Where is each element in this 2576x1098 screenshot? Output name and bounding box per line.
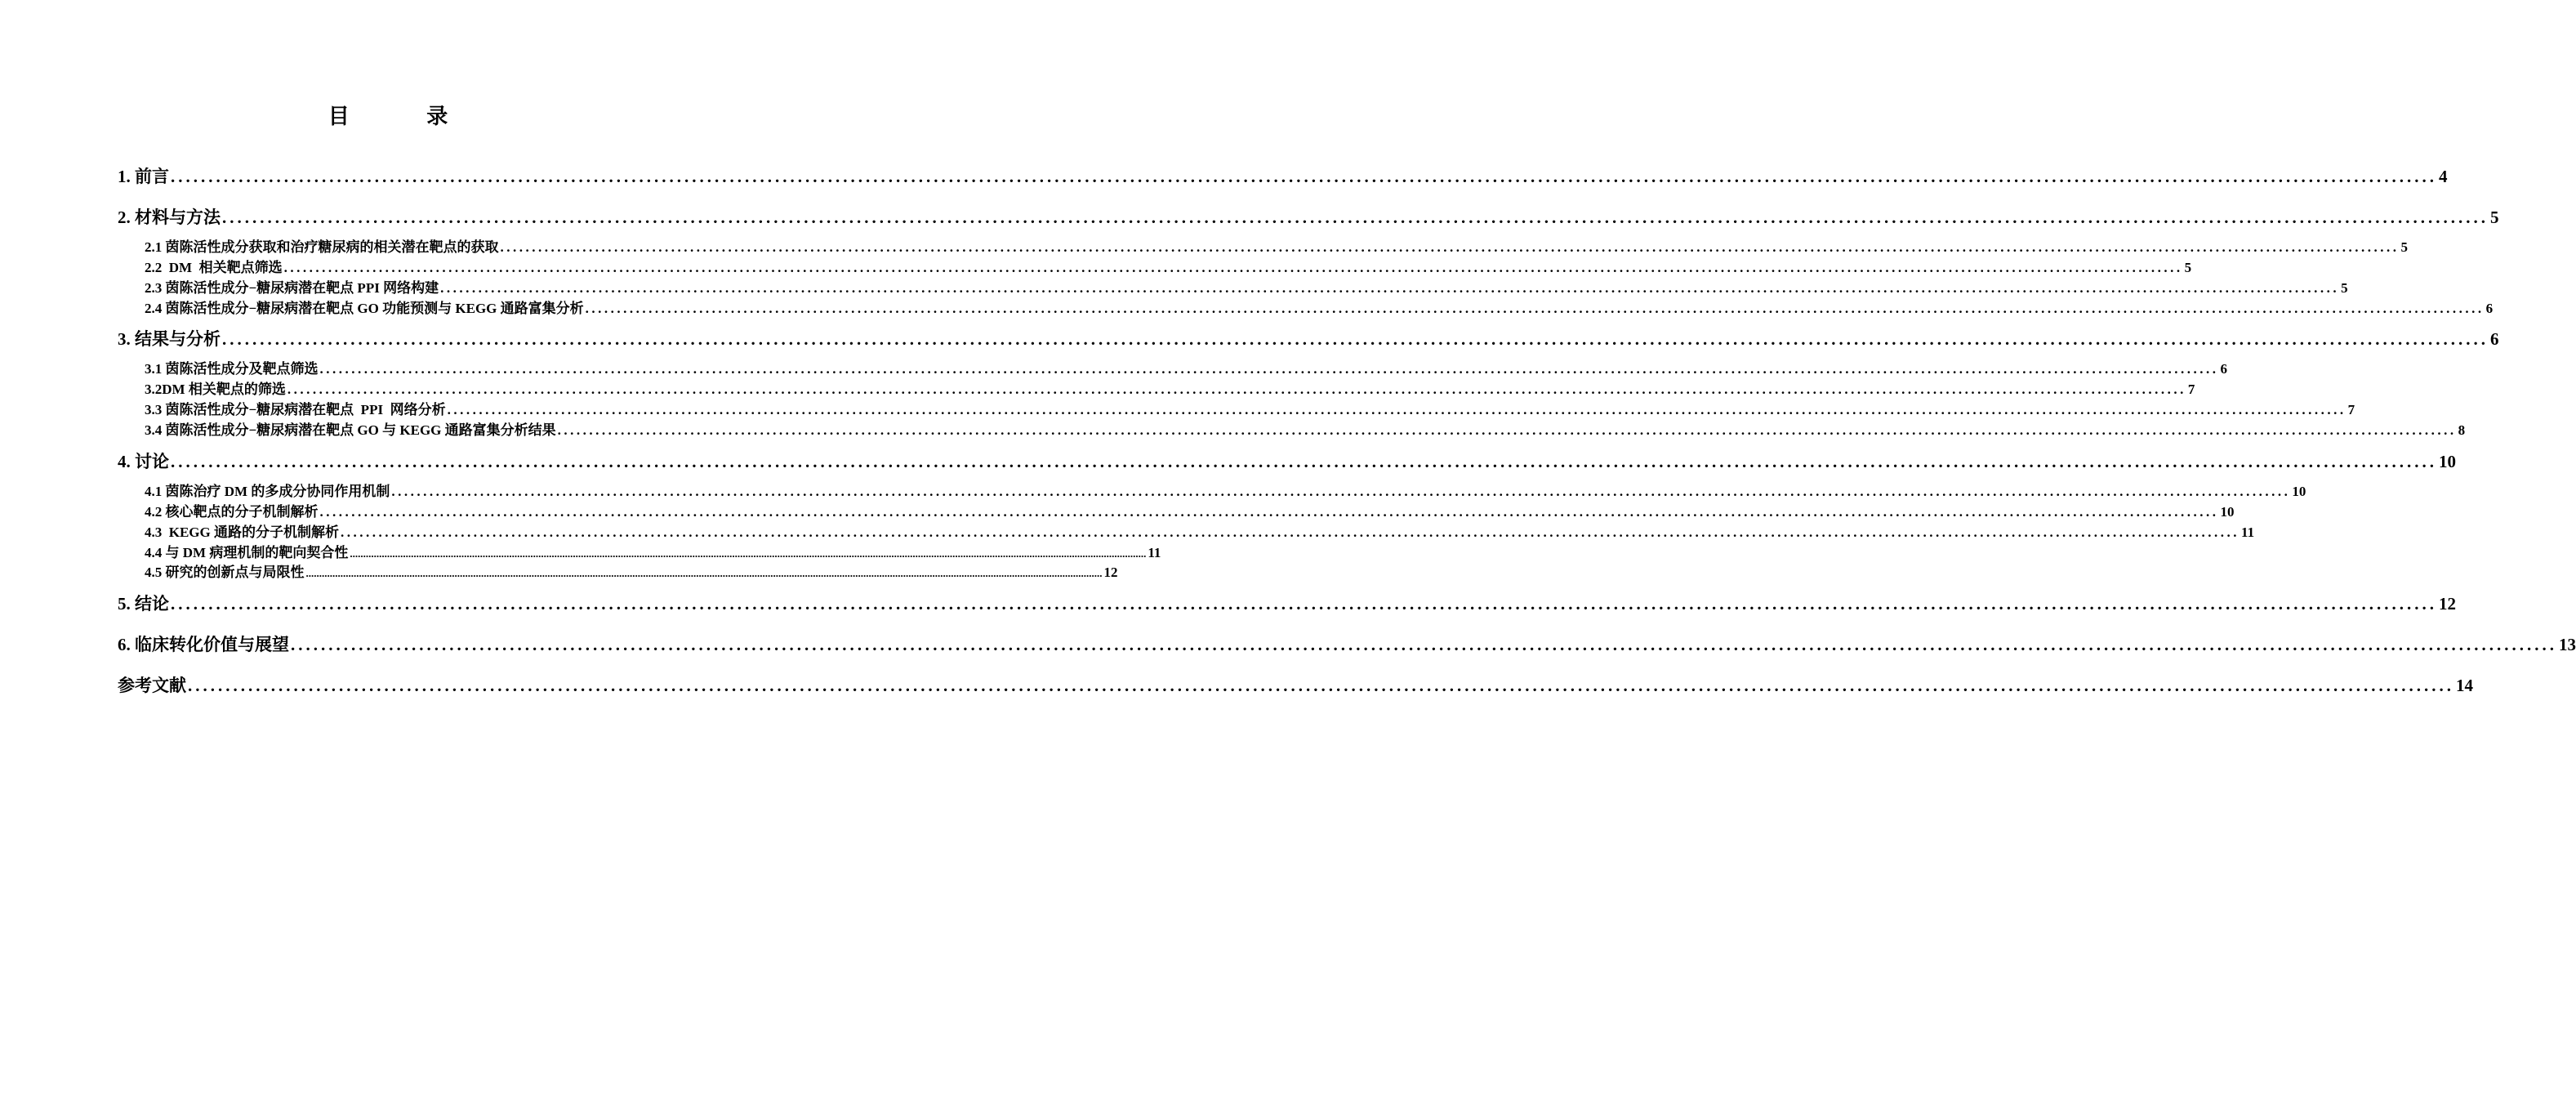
toc-entry-page: 6 xyxy=(2485,301,2494,316)
dot-leader: ............................................................................................................................................................................................................................................................................................................ xyxy=(287,382,2186,397)
toc-entry-4-5[interactable] xyxy=(145,563,1118,582)
toc-entry-3-3[interactable] xyxy=(145,400,2355,420)
toc-entry-label: 4.3 KEGG 通路的分子机制解析 xyxy=(145,524,340,540)
toc-entry-5[interactable] xyxy=(118,592,2456,615)
dot-leader: ............................................................................................................................................................................................................................................................................................................ xyxy=(319,504,2219,520)
toc-entry-page: 7 xyxy=(2347,402,2355,417)
toc-entry-4-1[interactable] xyxy=(145,482,2306,502)
toc-entry-page: 4 xyxy=(2439,167,2448,186)
toc-entry-references[interactable] xyxy=(118,674,2473,697)
toc-entry-page: 6 xyxy=(2220,361,2227,377)
dot-leader: ............................................................................................................................................................................................................................................................................................................ xyxy=(305,567,1103,579)
toc-entry-label: 3.2DM 相关靶点的筛选 xyxy=(145,382,286,397)
toc-entry-page: 5 xyxy=(2341,280,2348,296)
toc-entry-label: 4.5 研究的创新点与局限性 xyxy=(145,565,305,580)
toc-entry-page: 10 xyxy=(2439,452,2456,471)
toc-entry-label: 4.1 茵陈治疗 DM 的多成分协同作用机制 xyxy=(145,484,390,499)
toc-entry-label: 2.2 DM 相关靶点筛选 xyxy=(145,260,283,275)
toc-entry-label: 4.2 核心靶点的分子机制解析 xyxy=(145,504,319,520)
dot-leader: ............................................................................................................................................................................................................................................................................................................ xyxy=(585,301,2485,316)
toc-entry-page: 5 xyxy=(2184,260,2192,275)
dot-leader: ............................................................................................................................................................................................................................................................................................................ xyxy=(222,329,2489,349)
toc-entry-label: 2. 材料与方法 xyxy=(118,208,221,227)
toc-entry-label: 3.1 茵陈活性成分及靶点筛选 xyxy=(145,361,319,377)
toc-entry-label: 2.3 茵陈活性成分−糖尿病潜在靶点 PPI 网络构建 xyxy=(145,280,439,296)
toc-entry-4-4[interactable] xyxy=(145,543,1161,563)
dot-leader: ............................................................................................................................................................................................................................................................................................................ xyxy=(188,676,2454,695)
dot-leader: ............................................................................................................................................................................................................................................................................................................ xyxy=(291,635,2557,654)
toc-title: 目 录 xyxy=(328,105,484,128)
toc-entry-page: 14 xyxy=(2456,676,2473,695)
dot-leader: ............................................................................................................................................................................................................................................................................................................ xyxy=(447,402,2346,417)
toc-entry-3-1[interactable] xyxy=(145,359,2227,379)
toc-entry-4-2[interactable] xyxy=(145,502,2235,522)
toc-entry-2-4[interactable] xyxy=(145,299,2494,319)
dot-leader: ............................................................................................................................................................................................................................................................................................................ xyxy=(350,547,1147,560)
toc-entry-1[interactable] xyxy=(118,165,2448,188)
toc-entry-label: 3. 结果与分析 xyxy=(118,329,221,349)
toc-entry-2[interactable] xyxy=(118,206,2499,229)
toc-entry-label: 6. 临床转化价值与展望 xyxy=(118,635,289,654)
dot-leader: ............................................................................................................................................................................................................................................................................................................ xyxy=(341,524,2240,540)
toc-entry-label: 4.4 与 DM 病理机制的靶向契合性 xyxy=(145,545,349,560)
toc-entry-2-2[interactable] xyxy=(145,258,2192,278)
toc-entry-page: 10 xyxy=(2220,504,2235,520)
dot-leader: ............................................................................................................................................................................................................................................................................................................ xyxy=(283,260,2183,275)
toc-entry-page: 12 xyxy=(2439,594,2456,614)
toc-entry-label: 3.3 茵陈活性成分−糖尿病潜在靶点 PPI 网络分析 xyxy=(145,402,446,417)
toc-entry-label: 3.4 茵陈活性成分−糖尿病潜在靶点 GO 与 KEGG 通路富集分析结果 xyxy=(145,422,556,438)
toc-entry-4-3[interactable] xyxy=(145,523,2255,542)
toc-entry-label: 参考文献 xyxy=(118,676,186,695)
toc-entry-page: 6 xyxy=(2490,329,2499,349)
toc-entry-label: 1. 前言 xyxy=(118,167,169,186)
toc-entry-page: 5 xyxy=(2490,208,2499,227)
toc-entry-label: 2.4 茵陈活性成分−糖尿病潜在靶点 GO 功能预测与 KEGG 通路富集分析 xyxy=(145,301,584,316)
toc-entry-3-4[interactable] xyxy=(145,421,2466,440)
dot-leader: ............................................................................................................................................................................................................................................................................................................ xyxy=(440,280,2340,296)
dot-leader: ............................................................................................................................................................................................................................................................................................................ xyxy=(171,452,2437,471)
toc-entry-3[interactable] xyxy=(118,328,2499,350)
toc-entry-page: 13 xyxy=(2559,635,2576,654)
toc-entry-page: 11 xyxy=(1148,545,1161,560)
toc-entry-label: 4. 讨论 xyxy=(118,452,169,471)
toc-entry-2-3[interactable] xyxy=(145,279,2348,298)
toc-entry-page: 11 xyxy=(2241,524,2255,540)
dot-leader: ............................................................................................................................................................................................................................................................................................................ xyxy=(500,239,2400,255)
dot-leader: ............................................................................................................................................................................................................................................................................................................ xyxy=(171,594,2437,614)
toc-entry-page: 8 xyxy=(2458,422,2466,438)
dot-leader: ............................................................................................................................................................................................................................................................................................................ xyxy=(171,167,2437,186)
dot-leader: ............................................................................................................................................................................................................................................................................................................ xyxy=(557,422,2457,438)
toc-entry-page: 7 xyxy=(2187,382,2195,397)
toc-entry-2-1[interactable] xyxy=(145,238,2408,257)
toc-entry-3-2[interactable] xyxy=(145,380,2195,399)
toc-entry-page: 12 xyxy=(1103,565,1118,580)
toc-entry-label: 2.1 茵陈活性成分获取和治疗糖尿病的相关潜在靶点的获取 xyxy=(145,239,499,255)
toc-entry-page: 5 xyxy=(2400,239,2408,255)
dot-leader: ............................................................................................................................................................................................................................................................................................................ xyxy=(222,208,2489,227)
toc-entry-6[interactable] xyxy=(118,633,2576,656)
toc-entry-4[interactable] xyxy=(118,450,2456,473)
toc-entry-page: 10 xyxy=(2292,484,2306,499)
dot-leader: ............................................................................................................................................................................................................................................................................................................ xyxy=(319,361,2219,377)
toc-entry-label: 5. 结论 xyxy=(118,594,169,614)
dot-leader: ............................................................................................................................................................................................................................................................................................................ xyxy=(391,484,2291,499)
